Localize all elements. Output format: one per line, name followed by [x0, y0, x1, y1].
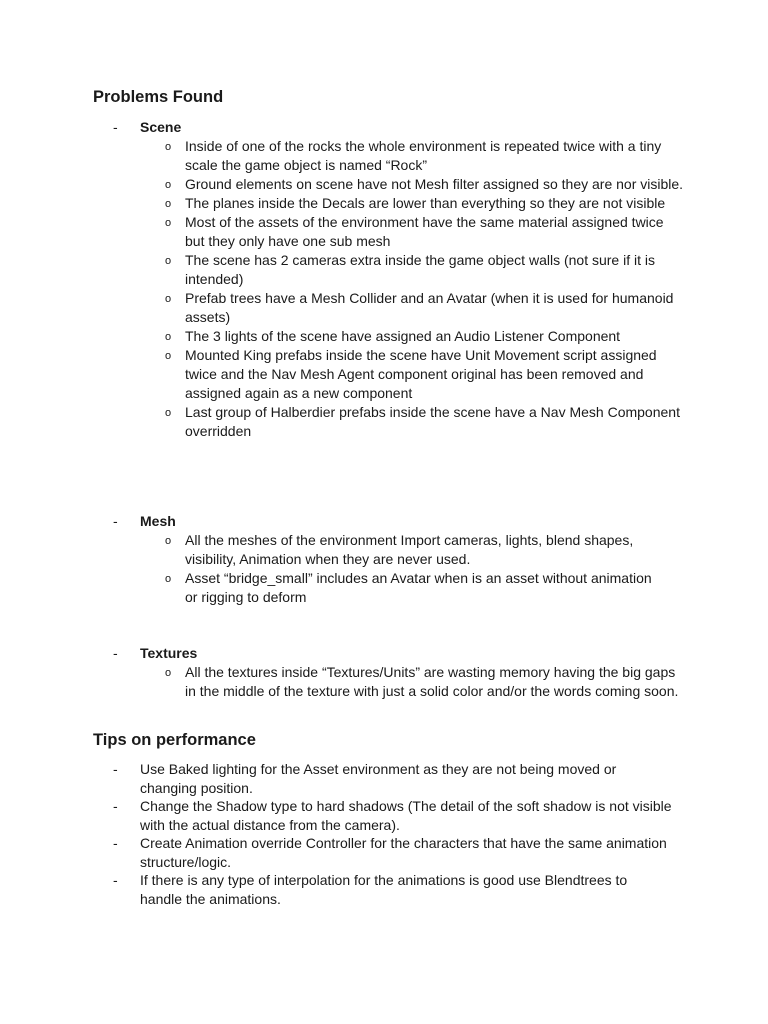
- bullet-marker: o: [165, 331, 172, 343]
- list-item: o Ground elements on scene have not Mesh filter assigned so they are nor visible.: [165, 175, 685, 194]
- bullet-marker: o: [165, 255, 172, 267]
- list-item: o The scene has 2 cameras extra inside the game object walls (not sure if it is intended): [165, 252, 655, 287]
- list-item: o All the meshes of the environment Import cameras, lights, blend shapes, visibility, Animation when they are never used.: [165, 532, 634, 567]
- bullet-marker: o: [165, 141, 172, 153]
- mesh-label: Mesh: [140, 513, 176, 529]
- textures-list: [165, 663, 685, 701]
- dash-marker: -: [113, 835, 118, 851]
- list-item: o The planes inside the Decals are lower than everything so they are not visible: [165, 194, 685, 213]
- dash-marker: -: [113, 761, 118, 777]
- list-item: o Last group of Halberdier prefabs inside the scene have a Nav Mesh Component overridden: [165, 404, 680, 439]
- list-item: o The 3 lights of the scene have assigned an Audio Listener Component: [165, 327, 685, 346]
- bullet-marker: o: [165, 217, 172, 229]
- list-item: o Mounted King prefabs inside the scene have Unit Movement script assigned twice and the Nav Mesh Agent component original has been removed and assigned again as a new component: [165, 347, 657, 401]
- dash-marker: -: [113, 513, 118, 529]
- textures-label: Textures: [140, 645, 198, 661]
- list-item: o Inside of one of the rocks the whole environment is repeated twice with a tiny scale the game object is named “Rock”: [165, 138, 662, 173]
- bullet-marker: o: [165, 350, 172, 362]
- list-item: - Use Baked lighting for the Asset environment as they are not being moved or changing position.: [113, 761, 617, 796]
- dash-marker: -: [113, 798, 118, 814]
- dash-marker: -: [113, 645, 118, 661]
- list-item: o Asset “bridge_small” includes an Avatar when is an asset without animation or rigging to deform: [165, 570, 652, 605]
- bullet-marker: o: [165, 573, 172, 585]
- problems-heading: Problems Found: [93, 88, 224, 106]
- tips-list: [113, 760, 673, 908]
- tips-heading: Tips on performance: [93, 731, 256, 749]
- bullet-marker: o: [165, 198, 172, 210]
- bullet-marker: o: [165, 179, 172, 191]
- list-item: o Most of the assets of the environment have the same material assigned twice but they only have one sub mesh: [165, 214, 664, 249]
- mesh-list: [165, 531, 655, 607]
- list-item: - If there is any type of interpolation for the animations is good use Blendtrees to handle the animations.: [113, 872, 628, 907]
- dash-marker: -: [113, 119, 118, 135]
- bullet-marker: o: [165, 535, 172, 547]
- scene-list: [165, 137, 685, 441]
- bullet-marker: o: [165, 667, 172, 679]
- bullet-marker: o: [165, 293, 172, 305]
- list-item: - Create Animation override Controller for the characters that have the same animation structure/logic.: [113, 835, 667, 870]
- dash-marker: -: [113, 872, 118, 888]
- bullet-marker: o: [165, 407, 172, 419]
- list-item: - Change the Shadow type to hard shadows (The detail of the soft shadow is not visible with the actual distance from the camera).: [113, 798, 672, 833]
- list-item: o Prefab trees have a Mesh Collider and an Avatar (when it is used for humanoid assets): [165, 290, 674, 325]
- list-item: o All the textures inside “Textures/Units” are wasting memory having the big gaps in the middle of the texture with just a solid color and/or the words coming soon.: [165, 664, 679, 699]
- scene-label: Scene: [140, 119, 182, 135]
